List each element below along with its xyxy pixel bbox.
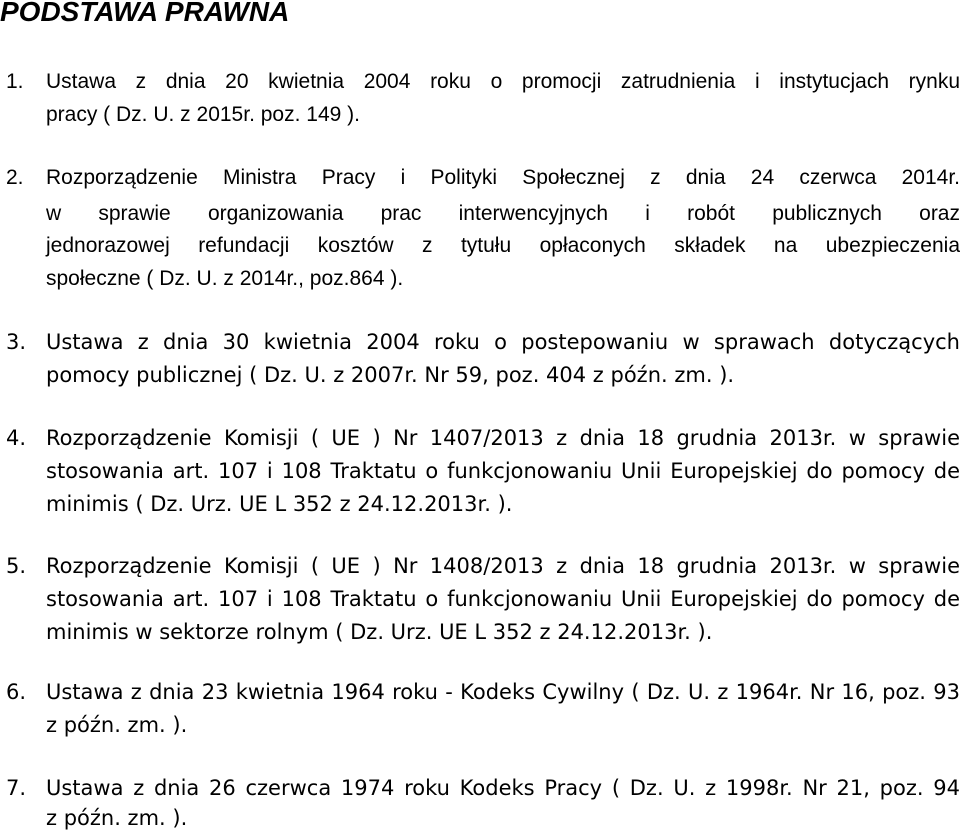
item-number: 5. (6, 554, 27, 578)
item-line: Ustawa z dnia 20 kwietnia 2004 roku o promocji zatrudnienia i instytucjach rynku (46, 70, 960, 93)
item-line: minimis ( Dz. Urz. UE L 352 z 24.12.2013r. ). (46, 492, 513, 516)
item-line: Rozporządzenie Komisji ( UE ) Nr 1408/2013 z dnia 18 grudnia 2013r. w sprawie (46, 554, 960, 578)
item-line: Ustawa z dnia 23 kwietnia 1964 roku - Kodeks Cywilny ( Dz. U. z 1964r. Nr 16, poz. 93 (46, 680, 960, 704)
item-line: Ustawa z dnia 26 czerwca 1974 roku Kodeks Pracy ( Dz. U. z 1998r. Nr 21, poz. 94 (46, 776, 960, 800)
item-line: Rozporządzenie Ministra Pracy i Polityki Społecznej z dnia 24 czerwca 2014r. (46, 166, 960, 189)
item-line: w sprawie organizowania prac interwencyjnych i robót publicznych oraz (46, 202, 960, 225)
item-line: pomocy publicznej ( Dz. U. z 2007r. Nr 59, poz. 404 z późn. zm. ). (46, 363, 735, 387)
item-line: z późn. zm. ). (46, 713, 188, 737)
item-line: Rozporządzenie Komisji ( UE ) Nr 1407/2013 z dnia 18 grudnia 2013r. w sprawie (46, 426, 960, 450)
item-line: stosowania art. 107 i 108 Traktatu o funkcjonowaniu Unii Europejskiej do pomocy de (46, 459, 960, 483)
item-line: z późn. zm. ). (46, 806, 188, 830)
item-line: społeczne ( Dz. U. z 2014r., poz.864 ). (46, 267, 404, 290)
item-number: 4. (6, 426, 27, 450)
item-number: 2. (6, 166, 24, 189)
item-line: jednorazowej refundacji kosztów z tytułu opłaconych składek na ubezpieczenia (46, 234, 960, 257)
item-number: 3. (6, 330, 27, 354)
item-line: pracy ( Dz. U. z 2015r. poz. 149 ). (46, 103, 360, 126)
item-number: 7. (6, 776, 27, 800)
item-number: 6. (6, 680, 27, 704)
item-line: minimis w sektorze rolnym ( Dz. Urz. UE L 352 z 24.12.2013r. ). (46, 620, 713, 644)
item-number: 1. (6, 70, 24, 93)
item-line: Ustawa z dnia 30 kwietnia 2004 roku o postepowaniu w sprawach dotyczących (46, 330, 960, 354)
document-heading: PODSTAWA PRAWNA (0, 0, 290, 27)
item-line: stosowania art. 107 i 108 Traktatu o funkcjonowaniu Unii Europejskiej do pomocy de (46, 587, 960, 611)
